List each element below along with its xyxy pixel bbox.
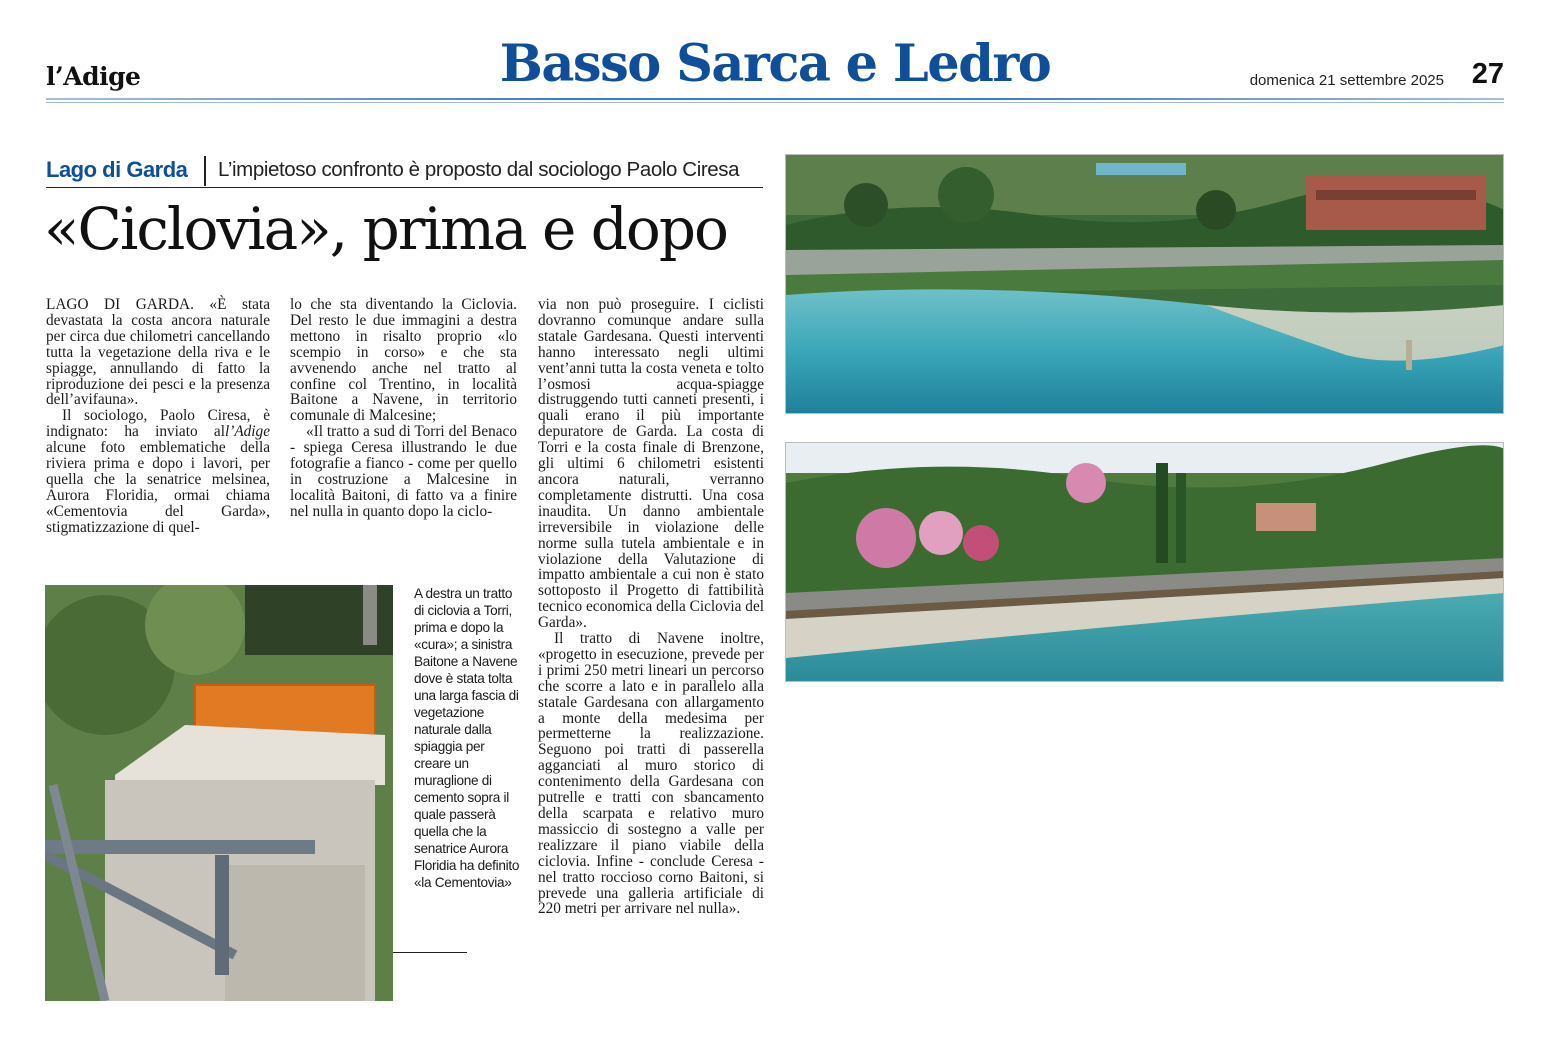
- paragraph: Il sociologo, Paolo Ciresa, è indignato: ha inviato all’Adige alcune foto emblematiche della riviera prima e dopo i lavori, per quella che la senatrice melsinea, Aurora Floridia, ormai chiama «Cementovia del Garda», stigmatizzazione di quel-: [46, 407, 270, 536]
- page-number: 27: [1471, 58, 1504, 90]
- article-headline: «Ciclovia», prima e dopo: [44, 195, 727, 263]
- paragraph: via non può proseguire. I ciclisti dovranno comunque andare sulla statale Gardesana. Questi interventi hanno interessato negli ultimi vent’anni tutta la costa veneta e tolto l’osmosi acqua-spiagge distruggendo tutti canneti presenti, i quali erano il più importante depuratore de Garda. La costa di Torri e la costa finale di Brenzone, gli ultimi 6 chilometri esistenti ancora naturali, verranno completamente distrutti. Una cosa inaudita. Un danno ambientale irreversibile in violazione delle norme sulla tutela ambientale e in violazione della Valutazione di impatto ambientale a cui non è stato sottoposto il Progetto di fattibilità tecnico economica della Ciclovia del Garda».: [538, 296, 764, 632]
- photo-coast-after: [785, 442, 1504, 682]
- caption-rule: [393, 952, 467, 953]
- photo-coast-before: [785, 154, 1504, 414]
- paragraph: Il tratto di Navene inoltre, «progetto in esecuzione, prevede per i primi 250 metri lineari un percorso che scorre a lato e in parallelo alla statale Gardesana con allargamento a monte della medesima per permetterne la realizzazione. Seguono poi tratti di passerella agganciati al muro storico di contenimento della Gardesana con putrelle e tratti con sbancamento della scarpata e relativo muro massiccio di sostegno a valle per realizzare il piano viabile della ciclovia. Infine - conclude Ceresa - nel tratto roccioso corno Baitoni, si prevede una galleria artificiale di 220 metri per arrivare nel nulla».: [538, 630, 764, 918]
- paragraph: LAGO DI GARDA. «È stata devastata la costa ancora naturale per circa due chilometri cancellando tutta la vegetazione della riva e le spiagge, annullando di fatto la riproduzione dei pesci e la presenza dell’avifauna».: [46, 296, 270, 409]
- photo-construction-site: [45, 585, 393, 1001]
- article-column-3: [538, 297, 764, 917]
- newspaper-logo: l’Adige: [46, 62, 141, 91]
- article-kicker: [46, 156, 763, 188]
- publication-name: l’Adige: [224, 423, 270, 441]
- paragraph: «Il tratto a sud di Torri del Benaco - spiega Ceresa illustrando le due fotografie a fianco - come per quello in costruzione a Malcesine in località Baitoni, di fatto va a finire nel nulla in quanto dopo la ciclo-: [290, 423, 517, 520]
- header-rule: [46, 98, 1504, 106]
- kicker-divider: [204, 156, 206, 186]
- article-column-2: [290, 297, 517, 520]
- kicker-location: Lago di Garda: [46, 157, 188, 182]
- section-title: Basso Sarca e Ledro: [499, 34, 1051, 94]
- issue-date: domenica 21 settembre 2025: [1249, 72, 1444, 89]
- paragraph: lo che sta diventando la Ciclovia. Del resto le due immagini a destra mettono in risalto proprio «lo scempio in corso» e che sta avvenendo anche nel tratto al confine col Trentino, in località Baitone a Navene, in territorio comunale di Malcesine;: [290, 296, 517, 425]
- article-column-1: [46, 297, 270, 536]
- photo-caption: A destra un tratto di ciclovia a Torri, prima e dopo la «cura»; a sinistra Baitone a Navene dove è stata tolta una larga fascia di vegetazione naturale dalla spiaggia per creare un muraglione di cemento sopra il quale passerà quella che la senatrice Aurora Floridia ha definito «la Cementovia»: [414, 586, 520, 890]
- kicker-subtitle: L’impietoso confronto è proposto dal sociologo Paolo Ciresa: [218, 158, 740, 181]
